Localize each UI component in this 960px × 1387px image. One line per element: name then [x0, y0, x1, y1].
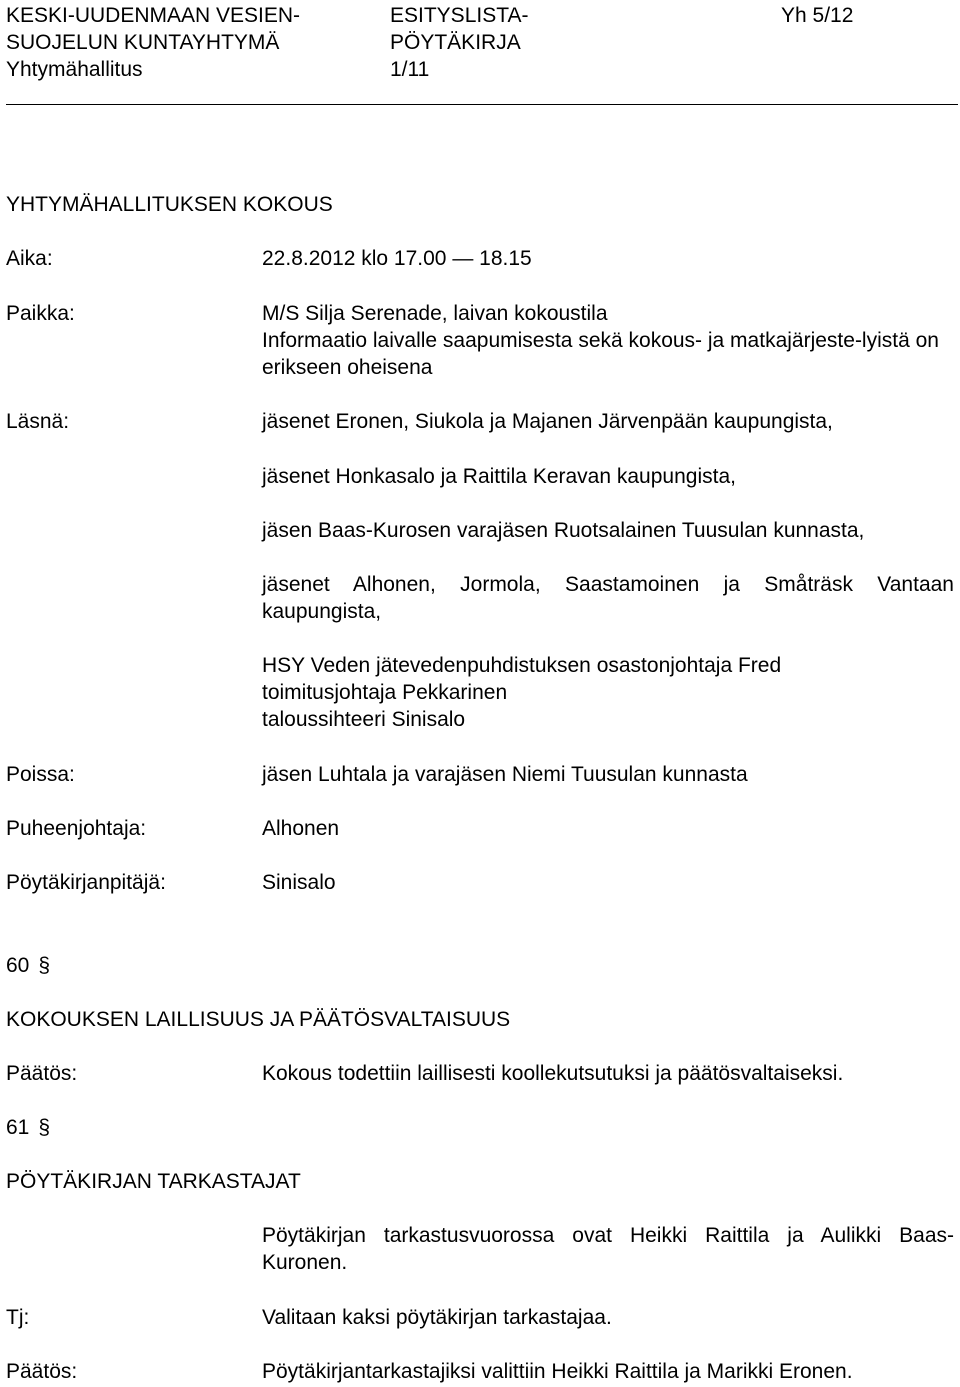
- present-item: jäsenet Eronen, Siukola ja Majanen Järvenpään kaupungista,: [262, 410, 833, 433]
- decision-value: Kokous todettiin laillisesti koollekutsutuksi ja päätösvaltaiseksi.: [262, 1062, 844, 1085]
- reference-block: [781, 2, 853, 29]
- section-number-value: 61: [6, 1116, 30, 1139]
- place-line2: Informaatio laivalle saapumisesta sekä kokous- ja matkajärjeste-lyistä on erikseen oheisena: [262, 329, 939, 379]
- time-value: 22.8.2012 klo 17.00 — 18.15: [262, 247, 532, 270]
- present-item: jäsenet Honkasalo ja Raittila Keravan kaupungista,: [262, 465, 736, 488]
- organization-name-line2: SUOJELUN KUNTAYHTYMÄ: [6, 31, 280, 54]
- section-sign: §: [38, 1116, 51, 1139]
- meeting-title: YHTYMÄHALLITUKSEN KOKOUS: [6, 193, 333, 216]
- section-number: [6, 1114, 50, 1141]
- decision-value: Pöytäkirjantarkastajiksi valittiin Heikki Raittila ja Marikki Eronen.: [262, 1360, 853, 1383]
- present-item: jäsen Baas-Kurosen varajäsen Ruotsalainen Tuusulan kunnasta,: [262, 519, 865, 542]
- section-number-value: 60: [6, 954, 30, 977]
- time-label: Aika:: [6, 247, 53, 270]
- document-reference: Yh 5/12: [781, 4, 854, 27]
- organization-body: Yhtymähallitus: [6, 58, 143, 81]
- place-line1: M/S Silja Serenade, laivan kokoustila: [262, 302, 608, 325]
- section-title: KOKOUKSEN LAILLISUUS JA PÄÄTÖSVALTAISUUS: [6, 1008, 511, 1031]
- absent-label: Poissa:: [6, 763, 75, 786]
- document-type-line1: ESITYSLISTA-: [390, 4, 529, 27]
- decision-label: Päätös:: [6, 1062, 78, 1085]
- organization-block: [6, 2, 300, 83]
- secretary-label: Pöytäkirjanpitäjä:: [6, 871, 166, 894]
- header-divider: [6, 104, 958, 105]
- secretary-value: Sinisalo: [262, 871, 336, 894]
- others-line2: toimitusjohtaja Pekkarinen: [262, 681, 508, 704]
- present-label: Läsnä:: [6, 410, 70, 433]
- section-number: [6, 952, 50, 979]
- chair-label: Puheenjohtaja:: [6, 817, 147, 840]
- page-number: 1/11: [390, 58, 430, 81]
- proposal-value: Valitaan kaksi pöytäkirjan tarkastajaa.: [262, 1306, 612, 1329]
- section-sign: §: [38, 954, 51, 977]
- others-line3: taloussihteeri Sinisalo: [262, 708, 466, 731]
- section-title: PÖYTÄKIRJAN TARKASTAJAT: [6, 1170, 301, 1193]
- decision-label: Päätös:: [6, 1360, 78, 1383]
- chair-value: Alhonen: [262, 817, 340, 840]
- section-intro: Pöytäkirjan tarkastusvuorossa ovat Heikki Raittila ja Aulikki Baas-Kuronen.: [262, 1224, 954, 1274]
- absent-value: jäsen Luhtala ja varajäsen Niemi Tuusulan kunnasta: [262, 763, 748, 786]
- proposal-label: Tj:: [6, 1306, 30, 1329]
- document-type-block: [390, 2, 528, 83]
- organization-name-line1: KESKI-UUDENMAAN VESIEN-: [6, 4, 301, 27]
- document-type-line2: PÖYTÄKIRJA: [390, 31, 521, 54]
- place-label: Paikka:: [6, 302, 75, 325]
- present-item: jäsenet Alhonen, Jormola, Saastamoinen ja Småträsk Vantaan kaupungista,: [262, 573, 954, 623]
- others-line1: HSY Veden jätevedenpuhdistuksen osastonjohtaja Fred: [262, 654, 782, 677]
- document-header: [6, 2, 960, 82]
